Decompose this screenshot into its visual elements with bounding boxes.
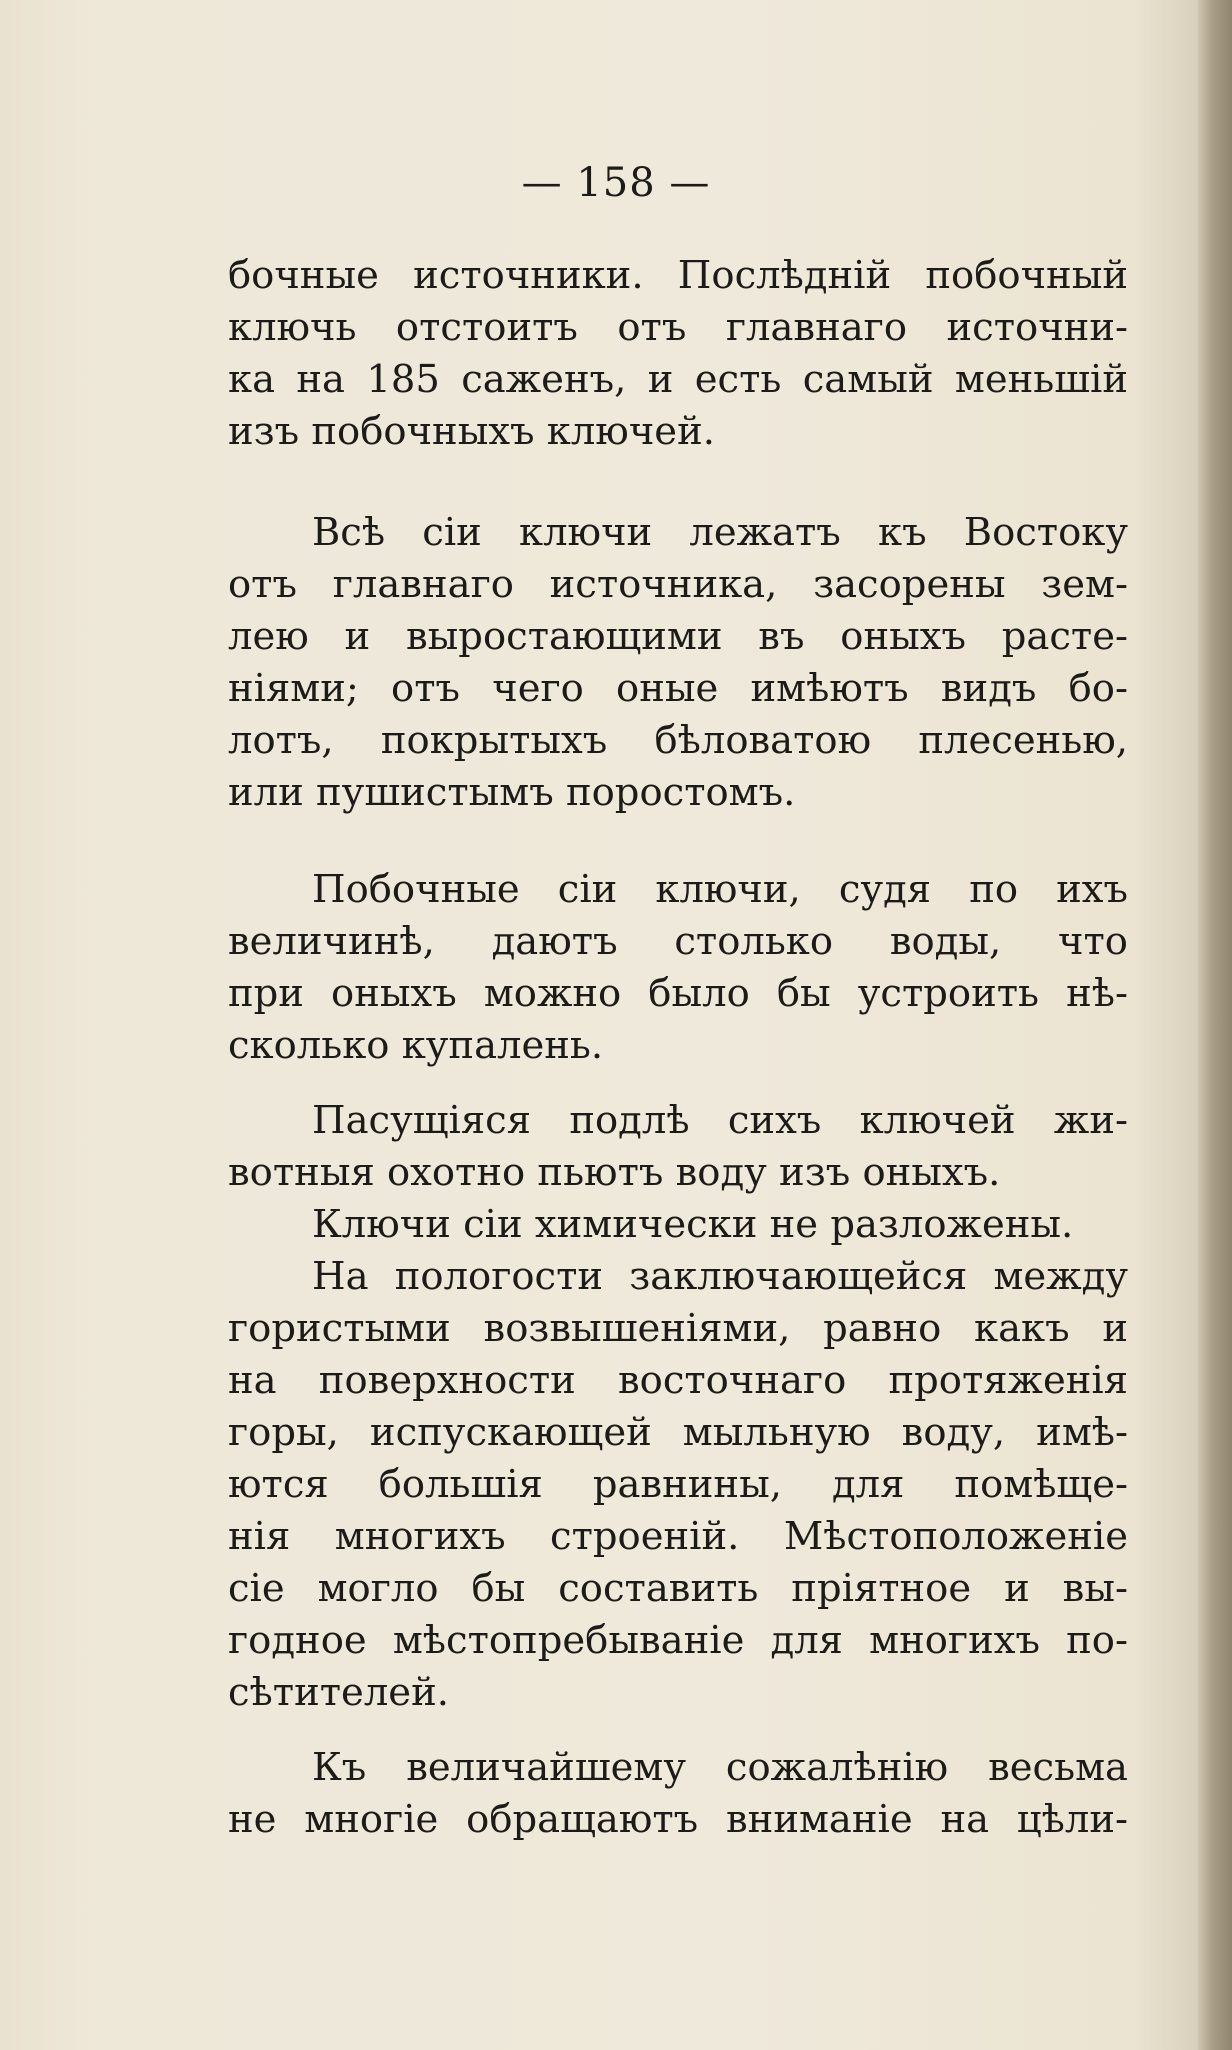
text-line: бочные источники. Послѣднiй побочный — [228, 253, 1128, 298]
text-line: ка на 185 саженъ, и есть самый меньшiй — [228, 357, 1128, 402]
text-line: или пушистымъ поростомъ. — [228, 770, 796, 815]
text-line: сколько купалень. — [228, 1023, 604, 1068]
text-line: изъ побочныхъ ключей. — [228, 409, 715, 454]
text-line: сiе могло бы составить прiятное и вы- — [228, 1566, 1128, 1611]
body-text — [228, 250, 1128, 1846]
text-line: лотъ, покрытыхъ бѣловатою плесенью, — [228, 718, 1128, 763]
text-line: ются большiя равнины, для помѣще- — [228, 1462, 1128, 1507]
text-line: нiями; отъ чего оные имѣютъ видъ бо- — [228, 666, 1128, 711]
text-line: годное мѣстопребыванiе для многихъ по- — [228, 1618, 1128, 1663]
text-line: нiя многихъ строенiй. Мѣстоположенiе — [228, 1514, 1128, 1559]
text-line: не многiе обращаютъ вниманiе на цѣли- — [228, 1797, 1128, 1842]
text-line: гористыми возвышенiями, равно какъ и — [228, 1306, 1128, 1351]
text-line: лею и выростающими въ оныхъ расте- — [228, 614, 1128, 659]
paragraph-first-line: Ключи сiи химически не разложены. — [312, 1202, 1074, 1247]
paragraph-first-line: Всѣ сiи ключи лежатъ къ Востоку — [312, 510, 1128, 555]
paragraph-first-line: Пасущiяся подлѣ сихъ ключей жи- — [312, 1098, 1128, 1143]
text-line: величинѣ, даютъ столько воды, что — [228, 919, 1128, 964]
paragraph-first-line: Къ величайшему сожалѣнiю весьма — [312, 1745, 1128, 1790]
page-edge — [1198, 0, 1232, 2050]
text-line: ключь отстоитъ отъ главнаго источни- — [228, 305, 1128, 350]
paragraph-first-line: На пологости заключающейся между — [312, 1254, 1128, 1299]
text-line: отъ главнаго источника, засорены зем- — [228, 562, 1128, 607]
text-line: горы, испускающей мыльную воду, имѣ- — [228, 1410, 1128, 1455]
paragraph-first-line: Побочные сiи ключи, судя по ихъ — [312, 867, 1128, 912]
text-line: сѣтителей. — [228, 1670, 449, 1715]
text-line: вотныя охотно пьютъ воду изъ оныхъ. — [228, 1150, 1001, 1195]
text-line: на поверхности восточнаго протяженiя — [228, 1358, 1128, 1403]
text-line: при оныхъ можно было бы устроить нѣ- — [228, 971, 1128, 1016]
page-number: — 158 — — [521, 160, 711, 206]
